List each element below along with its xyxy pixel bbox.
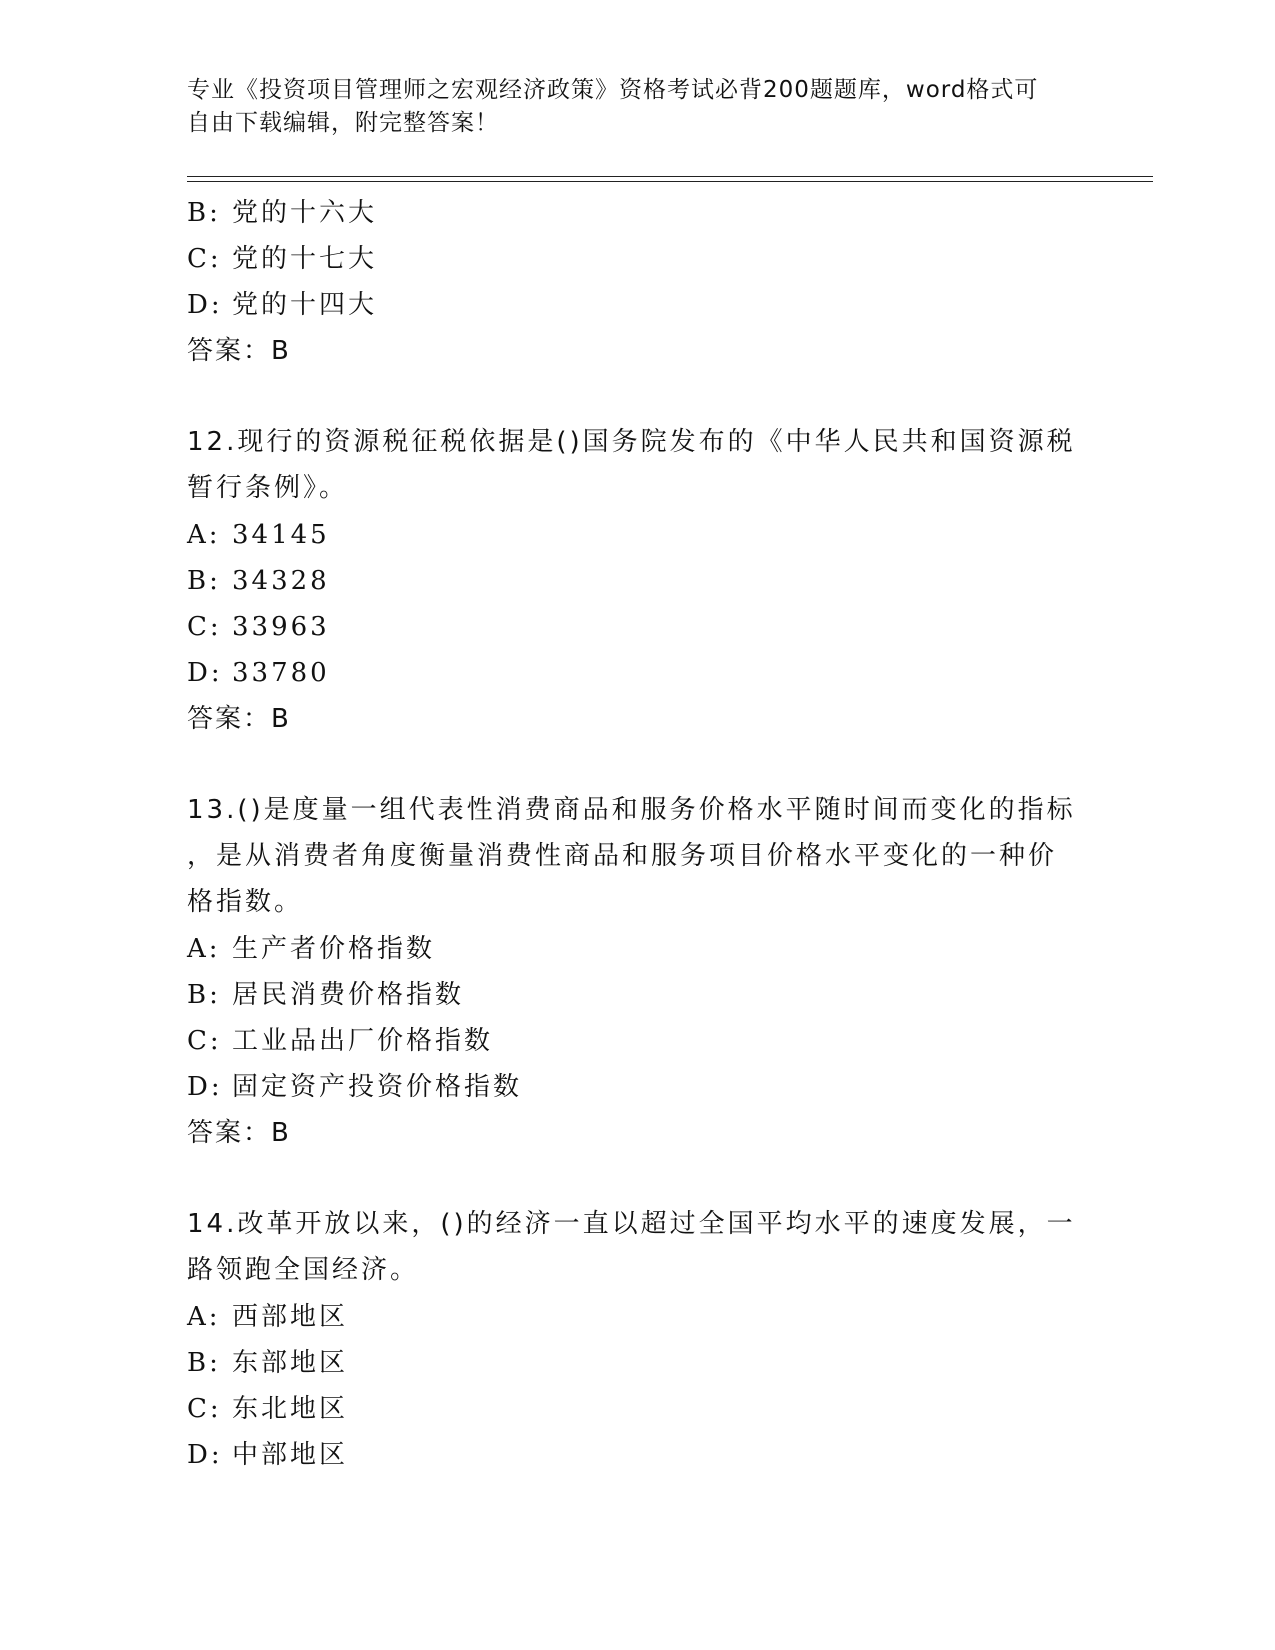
- question-stem: [187, 1202, 1087, 1294]
- option-label: D:: [187, 1440, 223, 1470]
- option-label: B:: [187, 198, 221, 228]
- option-text: 34145: [232, 520, 330, 550]
- option-label: A:: [187, 934, 221, 964]
- spacer: [187, 374, 1087, 420]
- option-d: [187, 282, 1087, 328]
- answer-line: 答案：B: [187, 336, 291, 366]
- option-label: C:: [187, 612, 222, 642]
- question-line: 13.()是度量一组代表性消费商品和服务价格水平随时间而变化的指标: [187, 795, 1076, 825]
- option-a: [187, 512, 1087, 558]
- option-text: 33963: [232, 612, 330, 642]
- option-b: [187, 972, 1087, 1018]
- question-line: 暂行条例》。: [187, 473, 349, 503]
- question-line: 12.现行的资源税征税依据是()国务院发布的《中华人民共和国资源税: [187, 427, 1076, 457]
- option-text: 东北地区: [232, 1394, 349, 1424]
- option-c: [187, 236, 1087, 282]
- option-c: [187, 1018, 1087, 1064]
- option-b: [187, 190, 1087, 236]
- option-text: 34328: [232, 566, 330, 596]
- question-11: [187, 190, 1087, 374]
- option-b: [187, 1340, 1087, 1386]
- option-label: D:: [187, 1072, 223, 1102]
- option-label: B:: [187, 566, 221, 596]
- option-label: B:: [187, 1348, 221, 1378]
- option-text: 党的十六大: [232, 198, 378, 228]
- page-header: [187, 74, 1067, 140]
- question-line: 路领跑全国经济。: [187, 1255, 420, 1285]
- option-text: 33780: [232, 658, 330, 688]
- option-label: C:: [187, 1026, 222, 1056]
- question-14: [187, 1202, 1087, 1478]
- option-text: 工业品出厂价格指数: [232, 1026, 494, 1056]
- option-a: [187, 926, 1087, 972]
- header-line-1: 专业《投资项目管理师之宏观经济政策》资格考试必背200题题库，word格式可: [187, 77, 1039, 103]
- option-d: [187, 1064, 1087, 1110]
- answer-line: 答案：B: [187, 704, 291, 734]
- header-line-2: 自由下载编辑，附完整答案！: [187, 110, 499, 136]
- option-label: D:: [187, 290, 223, 320]
- question-13: [187, 788, 1087, 1156]
- option-text: 西部地区: [232, 1302, 349, 1332]
- question-12: [187, 420, 1087, 742]
- option-text: 固定资产投资价格指数: [232, 1072, 523, 1102]
- option-c: [187, 1386, 1087, 1432]
- header-rule-top: [187, 176, 1153, 177]
- option-label: C:: [187, 244, 222, 274]
- option-text: 东部地区: [232, 1348, 349, 1378]
- spacer: [187, 742, 1087, 788]
- question-line: 格指数。: [187, 887, 304, 917]
- option-label: C:: [187, 1394, 222, 1424]
- option-text: 生产者价格指数: [232, 934, 436, 964]
- question-content: [187, 190, 1087, 1478]
- option-c: [187, 604, 1087, 650]
- option-d: [187, 650, 1087, 696]
- option-text: 党的十七大: [232, 244, 378, 274]
- option-b: [187, 558, 1087, 604]
- header-rule-bottom: [187, 181, 1153, 182]
- answer-line: 答案：B: [187, 1118, 291, 1148]
- question-stem: [187, 420, 1087, 512]
- option-label: A:: [187, 1302, 221, 1332]
- option-text: 居民消费价格指数: [232, 980, 465, 1010]
- spacer: [187, 1156, 1087, 1202]
- option-text: 党的十四大: [232, 290, 378, 320]
- question-line: 14.改革开放以来，()的经济一直以超过全国平均水平的速度发展，一: [187, 1209, 1076, 1239]
- option-text: 中部地区: [232, 1440, 349, 1470]
- question-line: ，是从消费者角度衡量消费性商品和服务项目价格水平变化的一种价: [187, 841, 1058, 871]
- option-d: [187, 1432, 1087, 1478]
- option-label: A:: [187, 520, 221, 550]
- option-label: D:: [187, 658, 223, 688]
- question-stem: [187, 788, 1087, 926]
- option-a: [187, 1294, 1087, 1340]
- option-label: B:: [187, 980, 221, 1010]
